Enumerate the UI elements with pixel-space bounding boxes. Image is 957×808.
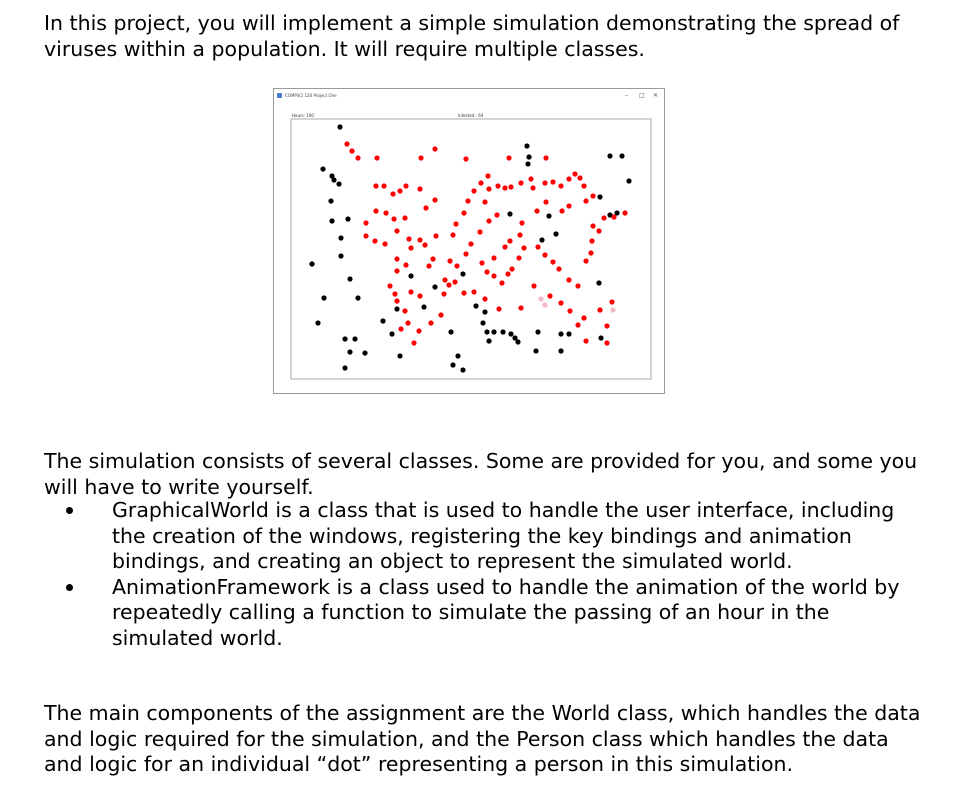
infected-person-dot [583,338,588,343]
healthy-person-dot [397,353,402,358]
healthy-person-dot [486,338,491,343]
healthy-person-dot [525,161,530,166]
infected-person-dot [590,193,595,198]
healthy-person-dot [328,198,333,203]
infected-person-dot [438,312,443,317]
infected-person-dot [485,173,490,178]
infected-person-dot [417,293,422,298]
simulation-screenshot [273,88,665,394]
list-item-text: GraphicalWorld is a class that is used to handle the user interface, including the creation of the windows, registering the key bindings and animation bindings, and creating an object to represent the simulated world. [112,498,895,573]
class-list [44,498,924,651]
infected-person-dot [502,185,507,190]
infected-person-dot [518,305,523,310]
healthy-person-dot [342,365,347,370]
healthy-person-dot [507,211,512,216]
infected-person-dot [499,280,504,285]
minimize-icon: – [625,92,628,99]
infected-person-dot [453,221,458,226]
intro-paragraph: In this project, you will implement a simple simulation demonstrating the spread of viruses within a population. It will require multiple classes. [44,11,900,61]
infected-person-dot [465,198,470,203]
healthy-person-dot [342,336,347,341]
infected-person-dot [432,146,437,151]
list-item [44,498,924,575]
infected-person-dot [417,186,422,191]
infected-person-dot [363,233,368,238]
infected-person-dot [597,307,602,312]
population-dots [309,124,631,372]
infected-person-dot [519,220,524,225]
app-icon [277,93,282,98]
recovered-person-dot [610,307,615,312]
healthy-person-dot [619,153,624,158]
maximize-icon: □ [639,92,645,99]
infected-person-dot [383,210,388,215]
window-titlebar [274,89,664,103]
infected-person-dot [577,175,582,180]
healthy-person-dot [338,235,343,240]
infected-person-dot [394,298,399,303]
infected-person-dot [417,237,422,242]
healthy-person-dot [321,295,326,300]
recovered-person-dot [538,296,543,301]
infected-person-dot [530,185,535,190]
infected-person-dot [567,308,572,313]
infected-person-dot [506,155,511,160]
infected-person-dot [589,238,594,243]
healthy-person-dot [553,231,558,236]
infected-person-dot [441,291,446,296]
bullet-icon [66,507,73,514]
healthy-person-dot [508,331,513,336]
infected-person-dot [446,282,451,287]
infected-person-dot [491,255,496,260]
infected-person-dot [535,244,540,249]
healthy-person-dot [338,253,343,258]
healthy-person-dot [558,348,563,353]
healthy-person-dot [533,348,538,353]
infected-person-dot [349,148,354,153]
hours-label: Hours: 100 [292,113,314,118]
infected-person-dot [558,183,563,188]
infected-person-dot [477,229,482,234]
infected-person-dot [609,299,614,304]
healthy-person-dot [484,329,489,334]
infected-person-dot [454,263,459,268]
healthy-person-dot [355,295,360,300]
infected-person-dot [604,323,609,328]
infected-person-dot [392,291,397,296]
infected-person-dot [403,262,408,267]
infected-person-dot [543,199,548,204]
healthy-person-dot [345,216,350,221]
healthy-person-dot [482,309,487,314]
infected-person-dot [373,183,378,188]
infected-person-dot [590,223,595,228]
infected-person-dot [558,300,563,305]
infected-person-dot [402,308,407,313]
infected-person-dot [398,326,403,331]
simulation-canvas [274,103,664,393]
infected-person-dot [507,238,512,243]
infected-person-dot [408,289,413,294]
healthy-person-dot [596,280,601,285]
healthy-person-dot [336,181,341,186]
infected-person-dot [556,266,561,271]
infected-person-dot [542,180,547,185]
infected-person-dot [495,183,500,188]
infected-person-dot [528,176,533,181]
healthy-person-dot [607,153,612,158]
infected-person-dot [550,259,555,264]
infected-person-dot [468,241,473,246]
infected-person-dot [583,258,588,263]
infected-person-dot [550,179,555,184]
infected-person-dot [471,289,476,294]
healthy-person-dot [347,276,352,281]
healthy-person-dot [539,237,544,242]
close-icon: ✕ [653,92,659,99]
infected-person-dot [403,183,408,188]
infected-person-dot [494,212,499,217]
infected-person-dot [543,155,548,160]
infected-person-dot [463,156,468,161]
infected-person-dot [575,322,580,327]
healthy-person-dot [347,349,352,354]
healthy-person-dot [546,213,551,218]
infected-label: Infected : 64 [458,113,484,118]
infected-person-dot [430,256,435,261]
infected-person-dot [566,203,571,208]
infected-person-dot [502,244,507,249]
healthy-person-dot [448,329,453,334]
bullet-icon [66,584,73,591]
infected-person-dot [344,141,349,146]
list-item-text: AnimationFramework is a class used to handle the animation of the world by repeatedly calling a function to simulate the passing of an hour in the simulated world. [112,574,900,650]
infected-person-dot [426,263,431,268]
healthy-person-dot [315,320,320,325]
infected-person-dot [461,290,466,295]
infected-person-dot [491,273,496,278]
infected-person-dot [381,183,386,188]
infected-person-dot [394,268,399,273]
healthy-person-dot [597,194,602,199]
infected-person-dot [428,320,433,325]
infected-person-dot [575,283,580,288]
infected-person-dot [374,155,379,160]
healthy-person-dot [515,339,520,344]
classes-paragraph: The simulation consists of several classes. Some are provided for you, and some you will have to write yourself. [44,449,918,499]
infected-person-dot [408,245,413,250]
infected-person-dot [373,208,378,213]
infected-person-dot [566,176,571,181]
healthy-person-dot [408,273,413,278]
infected-person-dot [387,283,392,288]
infected-person-dot [423,205,428,210]
healthy-person-dot [337,124,342,129]
infected-person-dot [397,188,402,193]
infected-person-dot [622,210,627,215]
infected-person-dot [463,251,468,256]
healthy-person-dot [362,350,367,355]
infected-person-dot [588,250,593,255]
healthy-person-dot [352,336,357,341]
infected-person-dot [482,199,487,204]
infected-person-dot [611,214,616,219]
infected-person-dot [406,236,411,241]
healthy-person-dot [320,166,325,171]
infected-person-dot [601,215,606,220]
infected-person-dot [508,184,513,189]
infected-person-dot [432,197,437,202]
infected-person-dot [402,215,407,220]
healthy-person-dot [380,318,385,323]
infected-person-dot [416,328,421,333]
infected-person-dot [531,283,536,288]
healthy-person-dot [329,218,334,223]
infected-person-dot [391,216,396,221]
infected-person-dot [517,232,522,237]
infected-person-dot [516,255,521,260]
infected-person-dot [581,315,586,320]
infected-person-dot [411,340,416,345]
infected-person-dot [572,171,577,176]
infected-person-dot [433,233,438,238]
healthy-person-dot [450,362,455,367]
healthy-person-dot [309,261,314,266]
infected-person-dot [509,266,514,271]
infected-person-dot [355,155,360,160]
healthy-person-dot [598,335,603,340]
infected-person-dot [394,256,399,261]
infected-person-dot [486,218,491,223]
healthy-person-dot [331,177,336,182]
list-item [44,575,924,652]
healthy-person-dot [421,304,426,309]
infected-person-dot [496,306,501,311]
infected-person-dot [447,258,452,263]
infected-person-dot [604,340,609,345]
infected-person-dot [461,210,466,215]
healthy-person-dot [500,329,505,334]
infected-person-dot [479,260,484,265]
healthy-person-dot [455,353,460,358]
healthy-person-dot [460,367,465,372]
infected-person-dot [505,271,510,276]
healthy-person-dot [394,306,399,311]
infected-person-dot [484,269,489,274]
healthy-person-dot [432,284,437,289]
infected-person-dot [566,277,571,282]
infected-person-dot [394,228,399,233]
window-title: COMPSCI 120 Project One [285,93,337,98]
recovered-person-dot [542,302,547,307]
infected-person-dot [442,277,447,282]
infected-person-dot [363,220,368,225]
main-components-paragraph: The main components of the assignment are the World class, which handles the data and logic required for the simulation, and the Person class which handles the data and logic for an individual “dot” representing a person in this simulation. [44,701,921,776]
infected-person-dot [534,208,539,213]
infected-person-dot [450,232,455,237]
healthy-person-dot [389,331,394,336]
infected-person-dot [486,186,491,191]
infected-person-dot [478,180,483,185]
infected-person-dot [418,155,423,160]
infected-person-dot [390,191,395,196]
infected-person-dot [372,238,377,243]
healthy-person-dot [626,178,631,183]
infected-person-dot [471,188,476,193]
infected-person-dot [542,252,547,257]
infected-person-dot [452,279,457,284]
infected-person-dot [382,241,387,246]
infected-person-dot [581,183,586,188]
healthy-person-dot [460,271,465,276]
healthy-person-dot [524,143,529,148]
infected-person-dot [521,245,526,250]
healthy-person-dot [491,329,496,334]
infected-person-dot [596,228,601,233]
infected-person-dot [547,293,552,298]
infected-person-dot [482,296,487,301]
infected-person-dot [518,180,523,185]
healthy-person-dot [526,154,531,159]
healthy-person-dot [473,303,478,308]
infected-person-dot [583,198,588,203]
healthy-person-dot [535,329,540,334]
infected-person-dot [405,320,410,325]
infected-person-dot [422,242,427,247]
healthy-person-dot [566,331,571,336]
healthy-person-dot [480,320,485,325]
infected-person-dot [559,208,564,213]
healthy-person-dot [558,331,563,336]
